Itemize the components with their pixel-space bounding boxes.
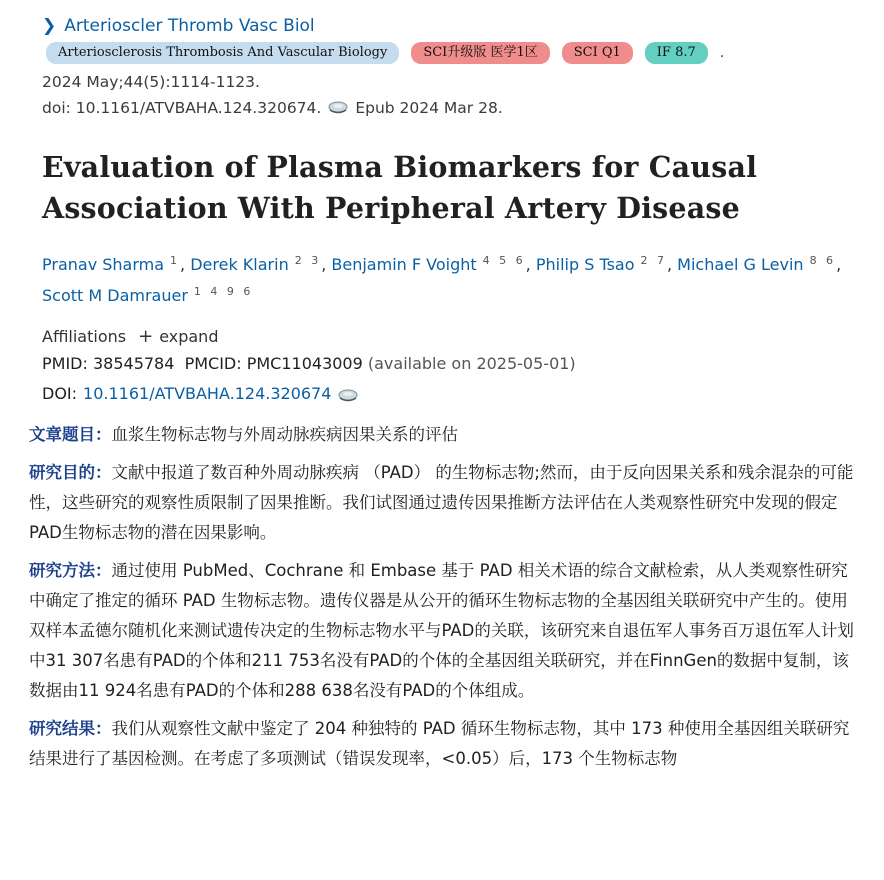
chevron-right-icon: ❯ — [42, 16, 57, 36]
abstract-methods: 研究方法：通过使用 PubMed、Cochrane 和 Embase 基于 PAD 相关术语的综合文献检索，从人类观察性研究中确定了推定的循环 PAD 生物标志物。遗传仪器是从公开的循环生物标志物的全基因组关联研究中产生的。使用双样本孟德尔随机化来测试遗传决定的生物标志物水平与PAD的关联，该研究来自退伍军人事务百万退伍军人计划中31 307名患有PAD的个体和211 753名没有PAD的个体的全基因组关联研究，并在FinnGen的数据中复制，该数据由11 924名患有PAD的个体和288 638名没有PAD的个体组成。 — [29, 561, 854, 700]
author-link[interactable]: Philip S Tsao $^{2 7}$ — [535, 254, 667, 274]
impact-factor-badge: IF 8.7 — [645, 42, 708, 64]
external-link-icon[interactable] — [337, 383, 359, 397]
author-link[interactable]: Scott M Damrauer $^{1 4 9 6}$ — [42, 285, 254, 305]
affiliations-expand[interactable]: expand — [159, 327, 219, 346]
abstract-title: 文章题目：血浆生物标志物与外周动脉疾病因果关系的评估 — [29, 425, 458, 444]
citation-volume: 2024 May;44(5):1114-1123. — [42, 73, 260, 91]
author-link[interactable]: Derek Klarin $^{2 3}$ — [190, 254, 322, 274]
affiliations-toggle[interactable] — [42, 326, 872, 347]
author-list: Pranav Sharma $^1$, Derek Klarin $^{2 3}$, Benjamin F Voight $^{4 5 6}$, Philip S Tsao $^{2 7}$, Michael G Levin $^{8 6}$, Scott M Damrauer $^{1 4 9 6}$ — [42, 254, 842, 305]
doi-label: DOI: — [42, 384, 78, 403]
journal-link[interactable] — [42, 16, 872, 36]
sci-upgrade-badge: SCI升级版 医学1区 — [411, 42, 549, 64]
pmcid: PMCID: PMC11043009 — [184, 354, 363, 373]
author-link[interactable]: Pranav Sharma $^1$ — [42, 254, 181, 274]
identifiers — [42, 349, 872, 409]
affiliations-label: Affiliations — [42, 327, 127, 346]
citation — [42, 69, 872, 121]
article-title: Evaluation of Plasma Biomarkers for Causal Association With Peripheral Artery Disease — [42, 150, 758, 225]
journal-link-text[interactable]: Arterioscler Thromb Vasc Biol — [64, 16, 315, 36]
badge-row — [46, 42, 872, 64]
plus-icon: + — [138, 326, 154, 347]
badge-trailing-dot: . — [719, 45, 725, 61]
citation-epub: Epub 2024 Mar 28. — [355, 99, 503, 117]
external-link-icon[interactable] — [327, 97, 349, 111]
translated-abstract — [29, 420, 859, 782]
author-link[interactable]: Michael G Levin $^{8 6}$ — [677, 254, 837, 274]
abstract-purpose: 研究目的：文献中报道了数百种外周动脉疾病 （PAD） 的生物标志物;然而，由于反向因果关系和残余混杂的可能性，这些研究的观察性质限制了因果推断。我们试图通过遗传因果推断方法评估在人类观察性研究中发现的假定PAD生物标志物的潜在因果影响。 — [29, 463, 854, 542]
doi-link[interactable]: 10.1161/ATVBAHA.124.320674 — [83, 384, 332, 403]
pmid: PMID: 38545784 — [42, 354, 175, 373]
abstract-results: 研究结果：我们从观察性文献中鉴定了 204 种独特的 PAD 循环生物标志物，其中 173 种使用全基因组关联研究结果进行了基因检测。在考虑了多项测试（错误发现率，<0.05）后，173 个生物标志物 — [29, 719, 850, 768]
sci-quartile-badge: SCI Q1 — [562, 42, 633, 64]
citation-doi: doi: 10.1161/ATVBAHA.124.320674. — [42, 99, 322, 117]
article-header — [42, 14, 872, 409]
pmc-availability: (available on 2025-05-01) — [367, 354, 576, 373]
journal-name-badge: Arteriosclerosis Thrombosis And Vascular Biology — [46, 42, 399, 64]
author-link[interactable]: Benjamin F Voight $^{4 5 6}$ — [331, 254, 526, 274]
